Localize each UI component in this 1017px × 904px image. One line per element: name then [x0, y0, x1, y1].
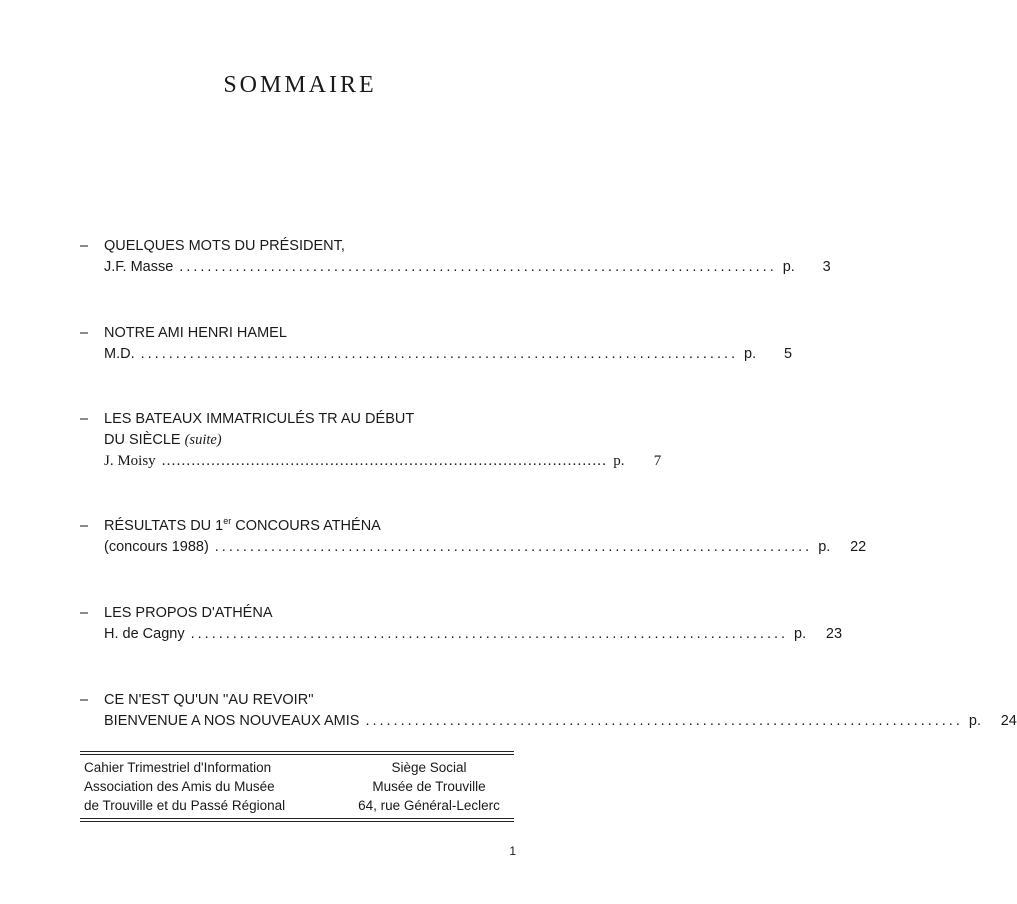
footer-rule-top-2	[80, 754, 514, 755]
entry-author: H. de Cagny	[104, 626, 185, 642]
toc-entry	[80, 323, 793, 365]
leader-dots: .....................................................................................	[190, 626, 789, 642]
entry-dash: –	[80, 692, 89, 708]
toc-entry	[80, 690, 1017, 732]
entry-heading: LES PROPOS D'ATHÉNA	[104, 605, 273, 621]
page-label: p.	[818, 539, 831, 555]
entry-heading: RÉSULTATS DU 1er CONCOURS ATHÉNA	[104, 516, 381, 534]
page-number: 23	[825, 626, 843, 642]
entry-dash: –	[80, 238, 89, 254]
entry-dash: –	[80, 325, 89, 341]
entry-author: (concours 1988)	[104, 539, 209, 555]
leader-dots: .....................................................................................	[214, 539, 813, 555]
page-label: p.	[613, 453, 625, 469]
leader-dots: .....................................................................................	[140, 346, 739, 362]
leader-dots: .....................................................................................	[179, 259, 777, 275]
entry-author: J. Moisy	[104, 453, 156, 469]
page-number: 7	[653, 453, 662, 469]
footer-rule-top	[80, 751, 514, 752]
entry-heading: LES BATEAUX IMMATRICULÉS TR AU DÉBUT	[104, 411, 415, 427]
page-label: p.	[782, 259, 795, 275]
page-number: 24	[1000, 713, 1017, 729]
page-label: p.	[744, 346, 757, 362]
page-number-footer: 1	[509, 844, 516, 858]
toc-entry	[80, 236, 831, 278]
entry-dash: –	[80, 605, 89, 621]
page-number: 22	[850, 539, 867, 555]
leader-dots: .....................................................................................	[365, 713, 963, 729]
publication-description: Cahier Trimestriel d'Information Association des Amis du Musée de Trouville et du Passé Régional	[84, 760, 286, 813]
page-number: 5	[783, 346, 793, 362]
entry-heading-continued: DU SIÈCLE	[104, 432, 181, 448]
entry-heading: QUELQUES MOTS DU PRÉSIDENT,	[104, 238, 345, 254]
entry-heading-suite: (suite)	[184, 432, 222, 448]
entry-heading: NOTRE AMI HENRI HAMEL	[104, 325, 287, 341]
page-label: p.	[794, 626, 807, 642]
page-label: p.	[968, 713, 981, 729]
footer-rule-bottom	[80, 818, 514, 819]
entry-heading: CE N'EST QU'UN ''AU REVOIR''	[104, 692, 314, 708]
entry-author: J.F. Masse	[104, 259, 174, 275]
page-title: SOMMAIRE	[223, 72, 377, 98]
entry-dash: –	[80, 411, 89, 427]
page-number: 3	[822, 259, 831, 275]
leader-dots: ..........................................................................................	[161, 453, 608, 469]
entry-author: BIENVENUE A NOS NOUVEAUX AMIS	[104, 713, 360, 729]
entry-dash: –	[80, 518, 89, 534]
toc-entry	[80, 516, 867, 558]
toc-entry	[80, 409, 662, 472]
toc-entry	[80, 603, 843, 645]
entry-author: M.D.	[104, 346, 135, 362]
headquarters-address: Siège Social Musée de Trouville 64, rue Général-Leclerc	[358, 760, 500, 813]
footer-rule-bottom-2	[80, 821, 514, 822]
